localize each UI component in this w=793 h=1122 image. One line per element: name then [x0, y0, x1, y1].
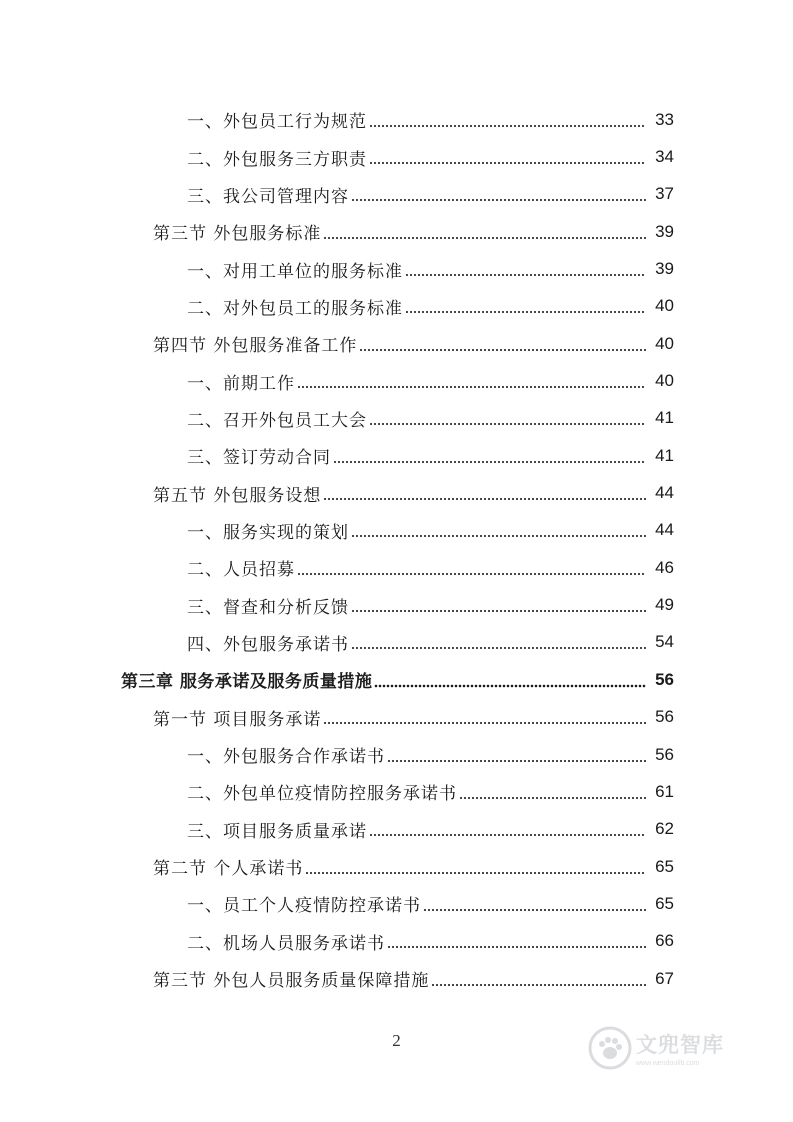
- toc-entry[interactable]: [0, 362, 793, 399]
- dot-leader: [374, 684, 646, 688]
- toc-entry-label: 二、外包单位疫情防控服务承诺书: [187, 784, 457, 805]
- toc-entry-label: 第三节 外包人员服务质量保障措施: [153, 971, 430, 992]
- toc-entry[interactable]: [0, 176, 793, 213]
- toc-entry-page: 61: [655, 781, 674, 801]
- toc-entry[interactable]: [0, 325, 793, 362]
- dot-leader: [431, 983, 646, 987]
- toc-entry-label: 第五节 外包服务设想: [153, 485, 322, 506]
- dot-leader: [323, 236, 646, 240]
- toc-entry[interactable]: [0, 288, 793, 325]
- toc-entry-page: 44: [655, 483, 674, 503]
- toc-entry-label: 二、机场人员服务承诺书: [187, 933, 385, 954]
- toc-entry[interactable]: [0, 661, 793, 698]
- toc-entry-page: 40: [655, 333, 674, 353]
- toc-entry-label: 三、签订劳动合同: [187, 448, 331, 469]
- toc-entry-label: 三、督查和分析反馈: [187, 597, 349, 618]
- toc-entry-label: 二、对外包员工的服务标准: [187, 298, 403, 319]
- page-number: 2: [392, 1031, 401, 1050]
- watermark-title: 文兜智库: [636, 1033, 724, 1057]
- paw-logo-icon: [588, 1026, 632, 1070]
- toc-entry[interactable]: [0, 474, 793, 511]
- toc-entry-page: 40: [655, 296, 674, 316]
- toc-entry[interactable]: [0, 736, 793, 773]
- toc-entry-page: 40: [655, 371, 674, 391]
- toc-entry-page: 46: [655, 557, 674, 577]
- dot-leader: [333, 460, 646, 464]
- dot-leader: [297, 572, 646, 576]
- toc-entry-page: 33: [655, 109, 674, 129]
- toc-entry[interactable]: [0, 923, 793, 960]
- toc-entry-page: 56: [655, 707, 674, 727]
- toc-entry-page: 34: [655, 147, 674, 167]
- toc-entry[interactable]: [0, 699, 793, 736]
- toc-entry-label: 一、对用工单位的服务标准: [187, 261, 403, 282]
- toc-entry-page: 44: [655, 520, 674, 540]
- toc-entry[interactable]: [0, 624, 793, 661]
- toc-entry-label: 第三章 服务承诺及服务质量措施: [121, 672, 373, 693]
- table-of-contents: [0, 101, 793, 997]
- toc-entry[interactable]: [0, 848, 793, 885]
- dot-leader: [369, 124, 646, 128]
- toc-entry[interactable]: [0, 101, 793, 138]
- toc-entry-label: 第四节 外包服务准备工作: [153, 336, 358, 357]
- toc-entry[interactable]: [0, 811, 793, 848]
- toc-entry[interactable]: [0, 400, 793, 437]
- toc-entry-label: 四、外包服务承诺书: [187, 634, 349, 655]
- toc-entry-label: 二、人员招募: [187, 560, 295, 581]
- toc-entry[interactable]: [0, 250, 793, 287]
- toc-entry-page: 65: [655, 856, 674, 876]
- toc-entry-label: 第一节 项目服务承诺: [153, 709, 322, 730]
- toc-entry-label: 二、外包服务三方职责: [187, 149, 367, 170]
- toc-entry-label: 三、项目服务质量承诺: [187, 821, 367, 842]
- toc-entry-page: 41: [655, 445, 674, 465]
- toc-entry[interactable]: [0, 512, 793, 549]
- toc-entry[interactable]: [0, 138, 793, 175]
- toc-entry-page: 56: [655, 669, 674, 689]
- toc-entry-label: 一、服务实现的策划: [187, 522, 349, 543]
- watermark-url: www.wendoulib.com: [636, 1060, 700, 1067]
- toc-entry[interactable]: [0, 549, 793, 586]
- toc-entry-page: 67: [655, 968, 674, 988]
- dot-leader: [405, 310, 646, 314]
- toc-entry-page: 66: [655, 931, 674, 951]
- toc-entry[interactable]: [0, 885, 793, 922]
- dot-leader: [351, 198, 646, 202]
- toc-entry-page: 56: [655, 744, 674, 764]
- dot-leader: [405, 273, 646, 277]
- toc-entry-label: 二、召开外包员工大会: [187, 410, 367, 431]
- toc-entry-page: 39: [655, 221, 674, 241]
- toc-entry-page: 41: [655, 408, 674, 428]
- toc-entry-page: 54: [655, 632, 674, 652]
- toc-entry-label: 一、员工个人疫情防控承诺书: [187, 896, 421, 917]
- watermark: [588, 1020, 758, 1076]
- toc-entry[interactable]: [0, 960, 793, 997]
- toc-entry-label: 三、我公司管理内容: [187, 186, 349, 207]
- dot-leader: [369, 833, 646, 837]
- toc-entry[interactable]: [0, 437, 793, 474]
- toc-entry-page: 39: [655, 259, 674, 279]
- dot-leader: [423, 908, 646, 912]
- dot-leader: [305, 871, 646, 875]
- dot-leader: [323, 497, 646, 501]
- toc-entry-page: 65: [655, 893, 674, 913]
- toc-entry-label: 第三节 外包服务标准: [153, 224, 322, 245]
- toc-entry-page: 62: [655, 819, 674, 839]
- toc-entry[interactable]: [0, 586, 793, 623]
- toc-entry-label: 第二节 个人承诺书: [153, 859, 304, 880]
- dot-leader: [387, 759, 646, 763]
- dot-leader: [387, 945, 646, 949]
- dot-leader: [369, 161, 646, 165]
- dot-leader: [351, 609, 646, 613]
- toc-entry-label: 一、前期工作: [187, 373, 295, 394]
- toc-entry[interactable]: [0, 213, 793, 250]
- dot-leader: [351, 534, 646, 538]
- dot-leader: [369, 422, 646, 426]
- dot-leader: [297, 385, 646, 389]
- dot-leader: [359, 348, 646, 352]
- dot-leader: [323, 721, 646, 725]
- toc-entry-label: 一、外包服务合作承诺书: [187, 747, 385, 768]
- toc-entry[interactable]: [0, 773, 793, 810]
- dot-leader: [459, 796, 646, 800]
- dot-leader: [351, 646, 646, 650]
- toc-entry-page: 49: [655, 595, 674, 615]
- toc-entry-page: 37: [655, 184, 674, 204]
- toc-entry-label: 一、外包员工行为规范: [187, 112, 367, 133]
